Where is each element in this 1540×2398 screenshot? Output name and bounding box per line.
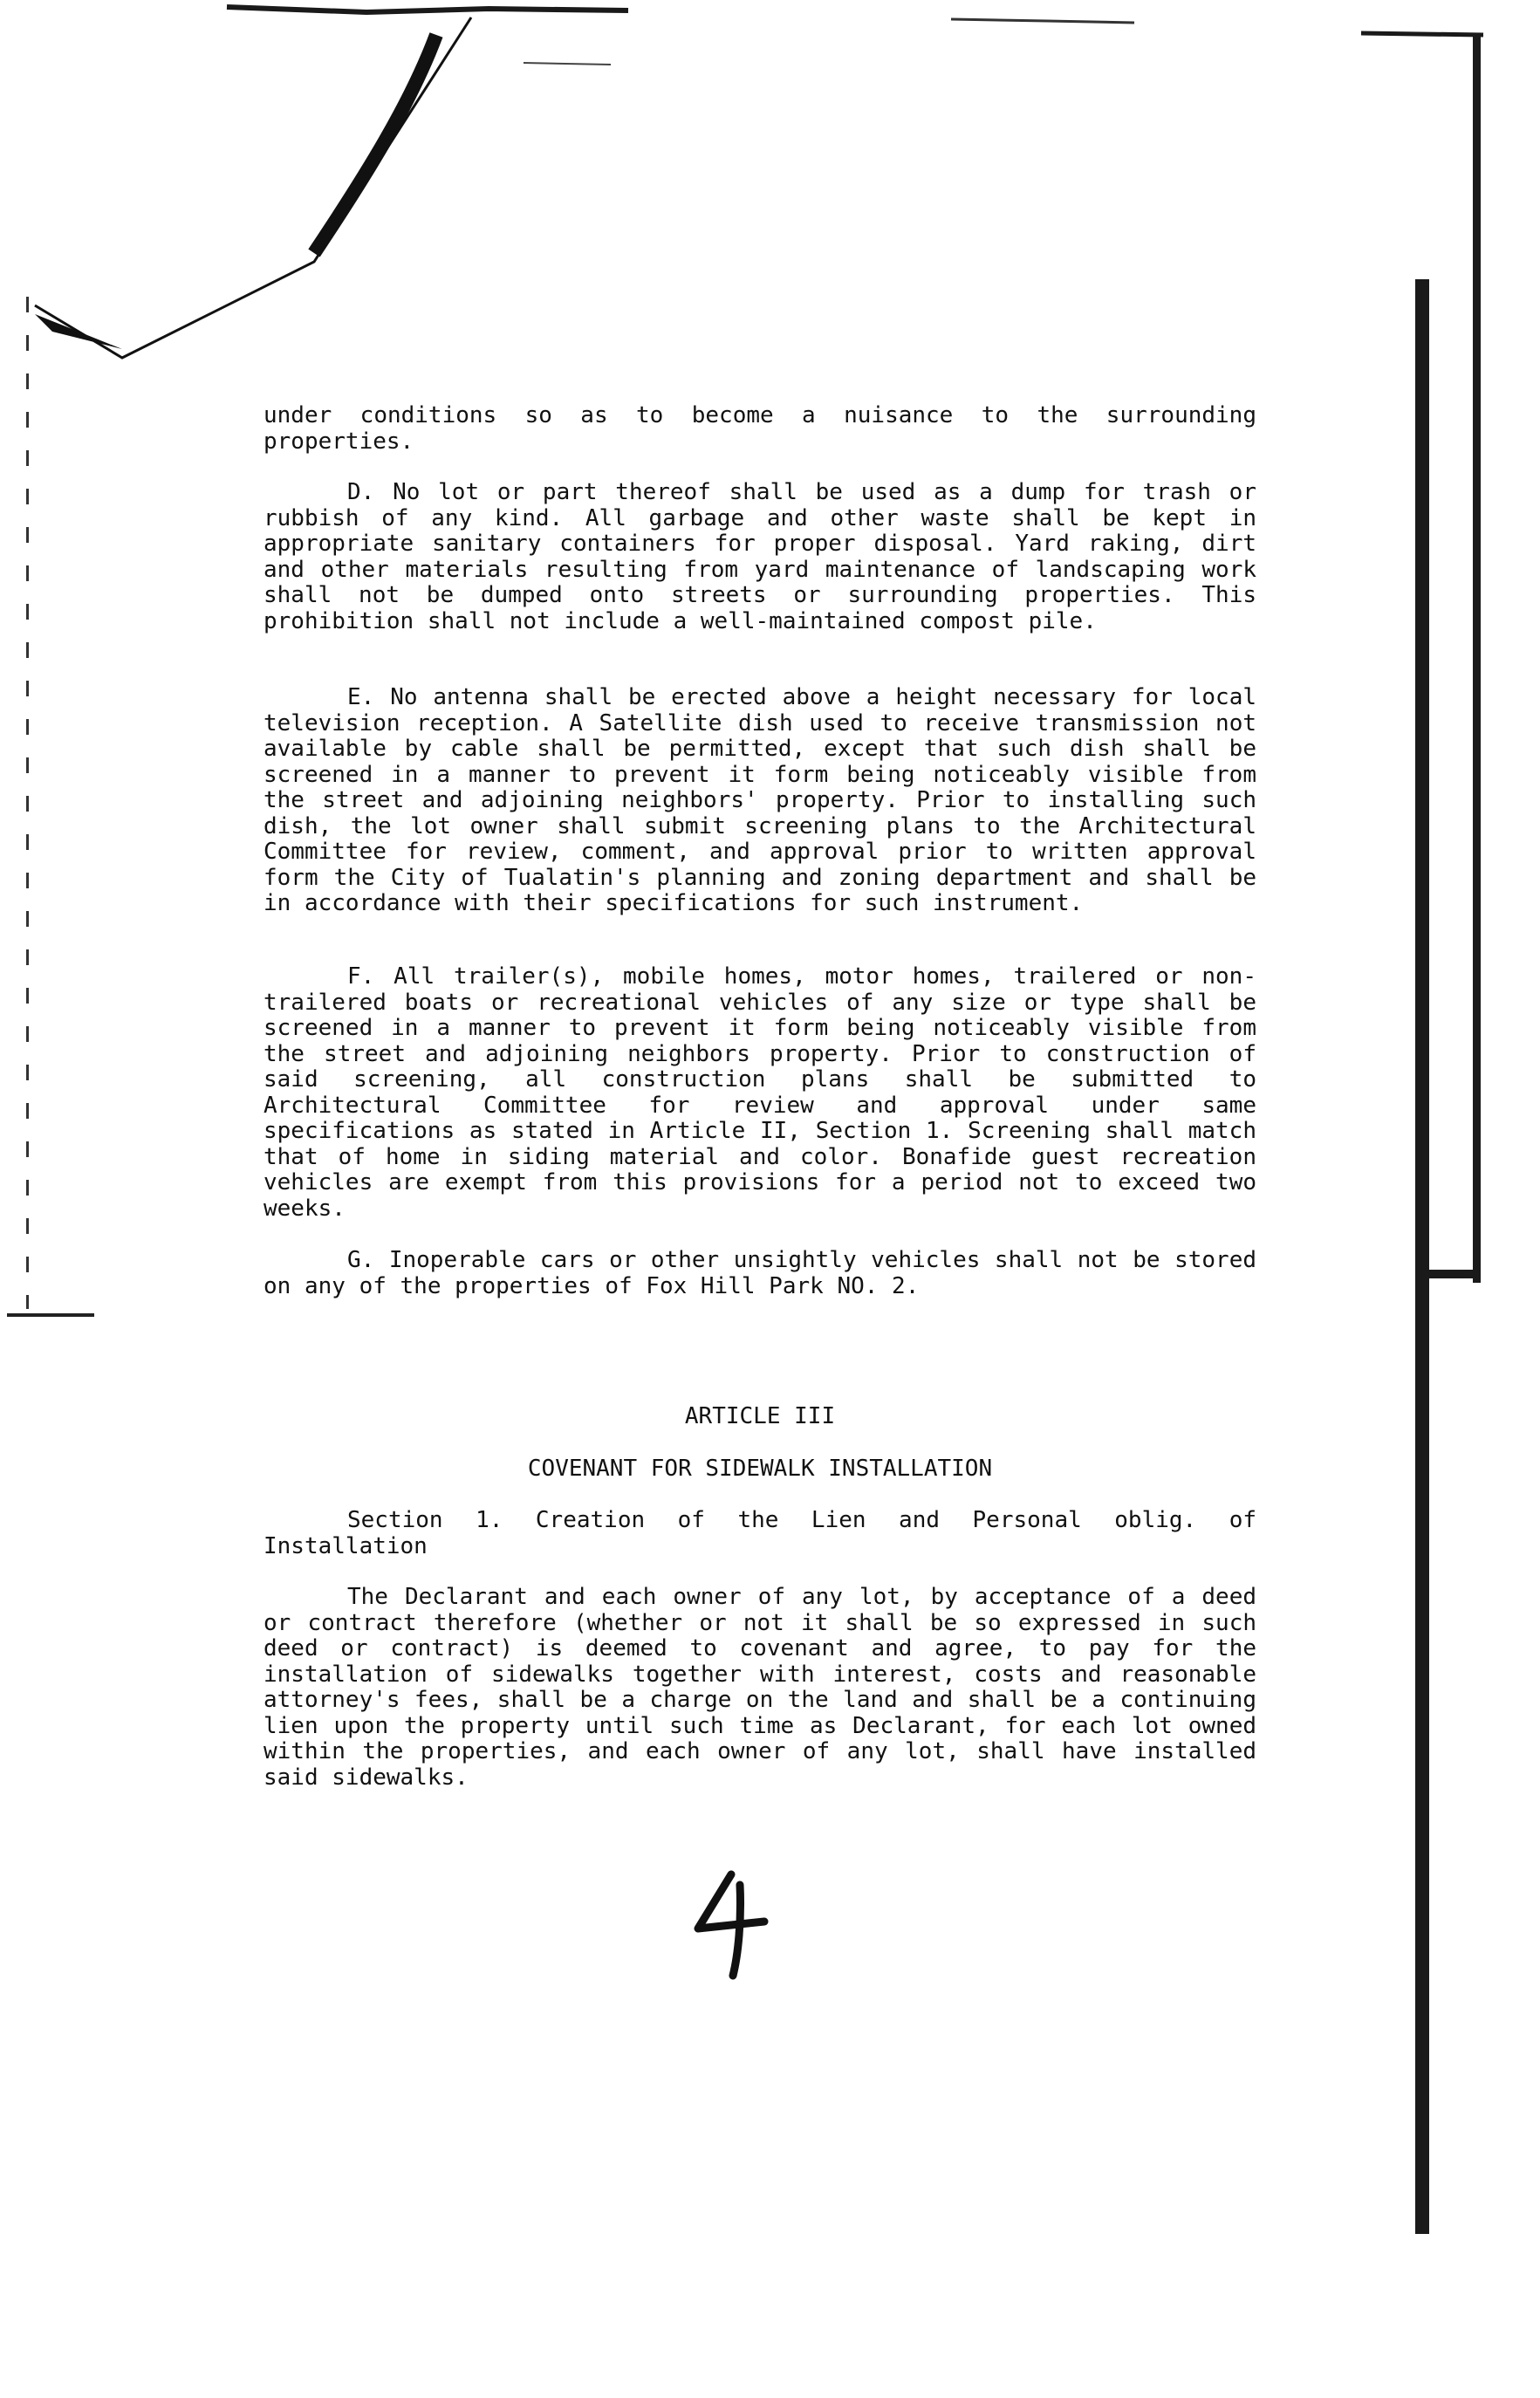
paragraph-g (264, 1248, 1256, 1299)
scan-right-border (1415, 279, 1429, 2234)
paragraph-d-text: D. No lot or part thereof shall be used as a dump for trash or rubbish of any kind. All garbage and other waste shall be kept in appropriate sanitary containers for proper disposal. Yard raking, dirt and other materials resulting from yard maintenance of landscaping work shall not be dumped onto streets or surrounding properties. This prohibition shall not include a well-maintained compost pile. (264, 479, 1256, 634)
paragraph-f-text: F. All trailer(s), mobile homes, motor homes, trailered or non-trailered boats or recreational vehicles of any size or type shall be screened in a manner to prevent it form being noticeably visible from the street and adjoining neighbors property. Prior to construction of said screening, all construction plans shall be submitted to Architectural Committee for review and approval under same specifications as stated in Article II, Section 1. Screening shall match that of home in siding material and color. Bonafide guest recreation vehicles are exempt from this provisions for a period not to exceed two weeks. (264, 963, 1256, 1222)
folded-corner-artifact (0, 0, 489, 384)
article-body (264, 1585, 1256, 1791)
article-heading: ARTICLE III (684, 1403, 836, 1429)
scan-right-upper-border (1473, 35, 1481, 1283)
paragraph-g-text: G. Inoperable cars or other unsightly vehicles shall not be stored on any of the properties of Fox Hill Park NO. 2. (264, 1247, 1256, 1299)
scan-right-border-tick (1420, 1270, 1476, 1278)
article-title: COVENANT FOR SIDEWALK INSTALLATION (527, 1456, 993, 1482)
article-body-text: The Declarant and each owner of any lot, by acceptance of a deed or contract therefore (whether or not it shall be so expressed in such deed or contract) is deemed to covenant and agree, to pay for the installation of sidewalks together with interest, costs and reasonable attorney's fees, shall be a charge on the land and shall be a continuing lien upon the property until such time as Declarant, for each lot owned within the properties, and each owner of any lot, shall have installed said sidewalks. (264, 1584, 1256, 1791)
carryover-text: under conditions so as to become a nuisance to the surrounding properties. (264, 402, 1256, 455)
paragraph-e-text: E. No antenna shall be erected above a height necessary for local television reception. A Satellite dish used to receive transmission not available by cable shall be permitted, except that such dish shall be screened in a manner to prevent it form being noticeably visible from the street and adjoining neighbors' property. Prior to installing such dish, the lot owner shall submit screening plans to the Architectural Committee for review, comment, and approval prior to written approval form the City of Tualatin's planning and zoning department and shall be in accordance with their specifications for such instrument. (264, 684, 1256, 916)
scan-left-edge-artifact (26, 297, 29, 1309)
carryover-paragraph (264, 403, 1256, 455)
section-heading-text: Section 1. Creation of the Lien and Personal oblig. of Installation (264, 1507, 1256, 1559)
paragraph-f (264, 964, 1256, 1222)
paragraph-e (264, 685, 1256, 917)
handwritten-page-number (681, 1867, 785, 1981)
page-number-glyph (681, 1867, 785, 1981)
section-heading (264, 1508, 1256, 1559)
paragraph-d (264, 480, 1256, 634)
scan-left-mark (7, 1313, 94, 1317)
